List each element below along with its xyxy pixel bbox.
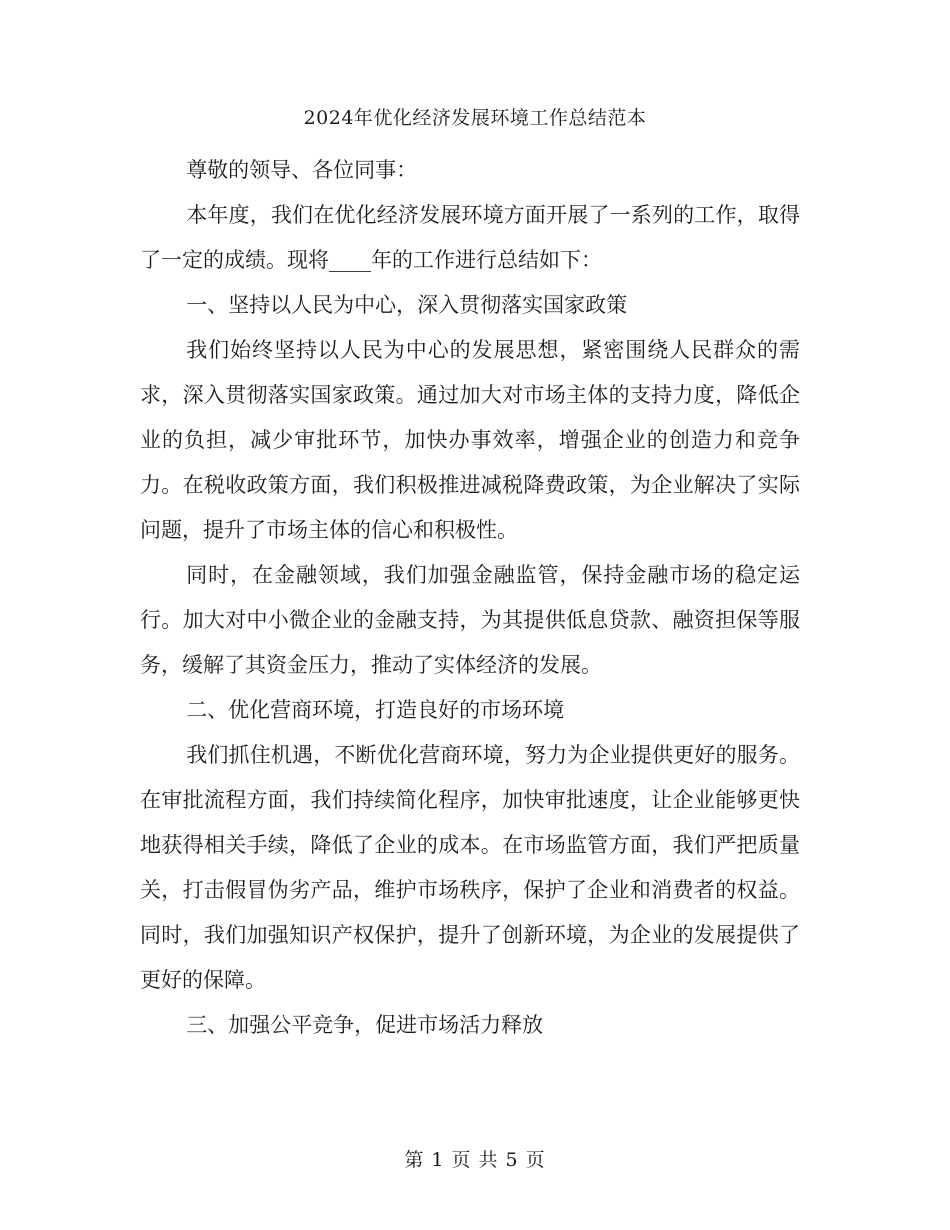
- section-heading-1: 一、坚持以人民为中心，深入贯彻落实国家政策: [186, 293, 628, 317]
- page-footer: 第 1 页 共 5 页: [404, 1149, 546, 1171]
- document-title: 2024年优化经济发展环境工作总结范本: [303, 107, 647, 129]
- greeting-paragraph: 尊敬的领导、各位同事：: [186, 158, 418, 182]
- body-paragraph: 我们抓住机遇，不断优化营商环境，努力为企业提供更好的服务。在审批流程方面，我们持续简化程序，加快审批速度，让企业能够更快地获得相关手续，降低了企业的成本。在市场监管方面，我们严把质量关，打击假冒伪劣产品，维护市场秩序，保护了企业和消费者的权益。同时，我们加强知识产权保护，提升了创新环境，为企业的发展提供了更好的保障。: [140, 743, 800, 992]
- body-paragraph: 我们始终坚持以人民为中心的发展思想，紧密围绕人民群众的需求，深入贯彻落实国家政策。通过加大对市场主体的支持力度，降低企业的负担，减少审批环节，加快办事效率，增强企业的创造力和竞争力。在税收政策方面，我们积极推进减税降费政策，为企业解决了实际问题，提升了市场主体的信心和积极性。: [140, 338, 800, 542]
- document-body: [140, 148, 800, 1048]
- section-heading-3: 三、加强公平竞争，促进市场活力释放: [186, 1013, 544, 1037]
- body-paragraph: 同时，在金融领域，我们加强金融监管，保持金融市场的稳定运行。加大对中小微企业的金融支持，为其提供低息贷款、融资担保等服务，缓解了其资金压力，推动了实体经济的发展。: [140, 563, 800, 677]
- intro-paragraph: 本年度，我们在优化经济发展环境方面开展了一系列的工作，取得了一定的成绩。现将____年的工作进行总结如下：: [140, 203, 800, 272]
- section-heading-2: 二、优化营商环境，打造良好的市场环境: [186, 698, 565, 722]
